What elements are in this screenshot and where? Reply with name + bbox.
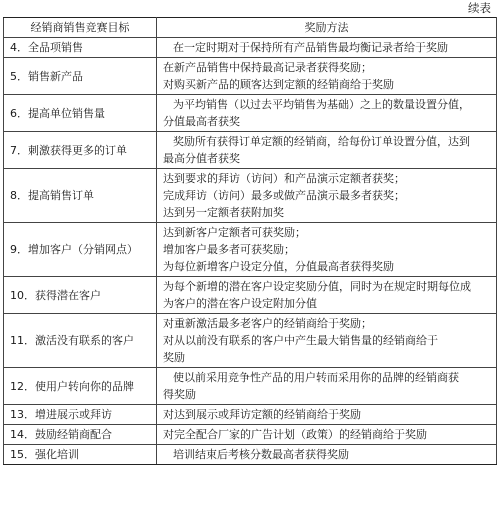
reward-line: 奖励	[163, 351, 185, 364]
table-row	[4, 425, 497, 445]
reward-line: 得奖励	[163, 388, 196, 401]
reward-line: 培训结束后考核分数最高者获得奖励	[173, 448, 349, 461]
goal-cell: 13．增进展示或拜访	[4, 405, 157, 425]
table-row	[4, 405, 497, 425]
goal-cell: 10．获得潜在客户	[4, 277, 157, 314]
reward-cell	[157, 223, 497, 277]
reward-line: 为每位新增客户设定分值，分值最高者获得奖励	[163, 260, 394, 273]
table-row	[4, 445, 497, 465]
table-body	[4, 38, 497, 465]
reward-line: 对完全配合厂家的广告计划（政策）的经销商给于奖励	[163, 428, 427, 441]
table-row	[4, 58, 497, 95]
goal-cell: 12．使用户转向你的品牌	[4, 368, 157, 405]
reward-line: 为平均销售（以过去平均销售为基础）之上的数量设置分值，	[173, 98, 470, 111]
header-reward: 奖励方法	[157, 18, 497, 38]
reward-cell	[157, 314, 497, 368]
incentive-table	[3, 17, 497, 465]
reward-line: 对购买新产品的顾客达到定额的经销商给于奖励	[163, 78, 394, 91]
reward-cell	[157, 368, 497, 405]
reward-line: 达到要求的拜访（访问）和产品演示定额者获奖；	[163, 172, 405, 185]
reward-line: 达到新客户定额者可获奖励；	[163, 226, 306, 239]
table-row	[4, 169, 497, 223]
goal-cell: 6．提高单位销售量	[4, 95, 157, 132]
table-row	[4, 277, 497, 314]
reward-line: 为每个新增的潜在客户设定奖励分值，同时为在规定时期每位成	[163, 280, 471, 293]
reward-line: 最高分值者获奖	[163, 152, 240, 165]
table-row	[4, 38, 497, 58]
header-goal: 经销商销售竞赛目标	[4, 18, 157, 38]
table-header-row	[4, 18, 497, 38]
reward-cell	[157, 405, 497, 425]
table-row	[4, 368, 497, 405]
reward-line: 在新产品销售中保持最高记录者获得奖励；	[163, 61, 372, 74]
table-row	[4, 314, 497, 368]
goal-cell: 15．强化培训	[4, 445, 157, 465]
reward-line: 在一定时期对于保持所有产品销售最均衡记录者给于奖励	[173, 41, 448, 54]
continued-label: 续表	[468, 1, 491, 15]
reward-line: 对重新激活最多老客户的经销商给于奖励；	[163, 317, 372, 330]
table-row	[4, 223, 497, 277]
reward-cell	[157, 445, 497, 465]
goal-cell: 4．全品项销售	[4, 38, 157, 58]
reward-line: 增加客户最多者可获奖励；	[163, 243, 295, 256]
reward-line: 达到另一定额者获附加奖	[163, 206, 284, 219]
goal-cell: 5．销售新产品	[4, 58, 157, 95]
reward-cell	[157, 95, 497, 132]
reward-line: 奖励所有获得订单定额的经销商，给每份订单设置分值，达到	[173, 135, 470, 148]
reward-line: 对从以前没有联系的客户中产生最大销售量的经销商给于	[163, 334, 438, 347]
goal-cell: 7．刺激获得更多的订单	[4, 132, 157, 169]
reward-line: 对达到展示或拜访定额的经销商给于奖励	[163, 408, 361, 421]
reward-line: 为客户的潜在客户设定附加分值	[163, 297, 317, 310]
reward-cell	[157, 169, 497, 223]
goal-cell: 8．提高销售订单	[4, 169, 157, 223]
goal-cell: 14．鼓励经销商配合	[4, 425, 157, 445]
reward-line: 完成拜访（访问）最多或做产品演示最多者获奖；	[163, 189, 405, 202]
reward-cell	[157, 425, 497, 445]
goal-cell: 9．增加客户（分销网点）	[4, 223, 157, 277]
table-row	[4, 95, 497, 132]
reward-line: 使以前采用竞争性产品的用户转而采用你的品牌的经销商获	[173, 371, 459, 384]
reward-line: 分值最高者获奖	[163, 115, 240, 128]
table-row	[4, 132, 497, 169]
reward-cell	[157, 38, 497, 58]
reward-cell	[157, 58, 497, 95]
goal-cell: 11．激活没有联系的客户	[4, 314, 157, 368]
reward-cell	[157, 277, 497, 314]
reward-cell	[157, 132, 497, 169]
